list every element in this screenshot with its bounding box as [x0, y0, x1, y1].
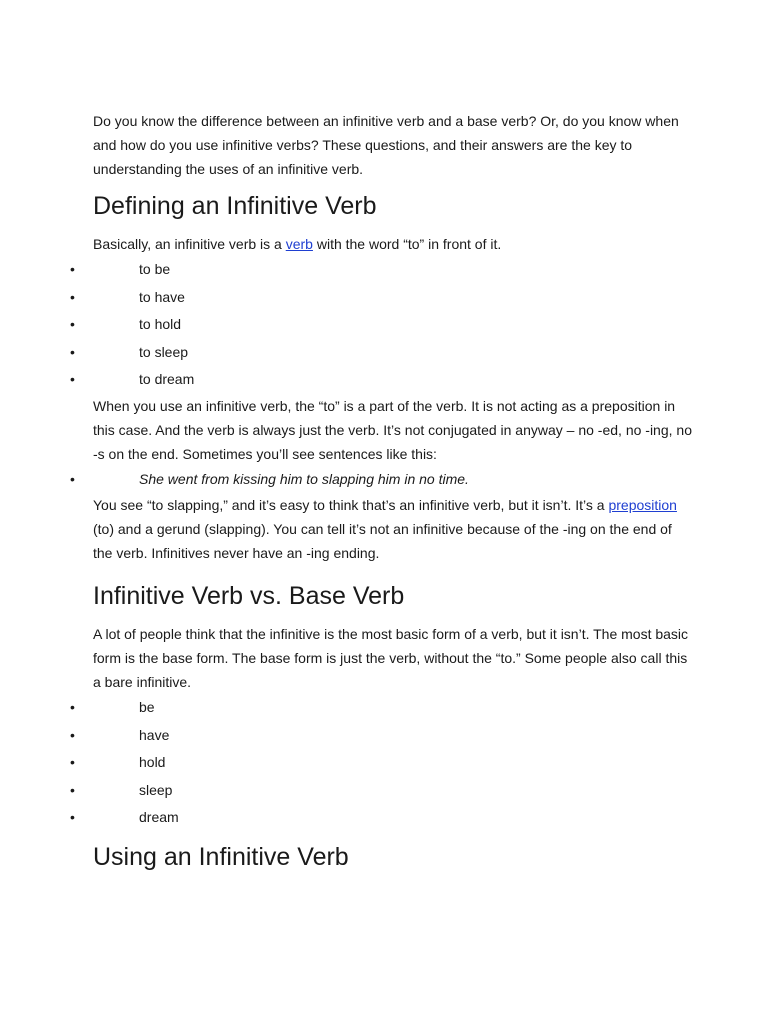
list-item-text: to hold [139, 316, 182, 332]
list-item [0, 694, 693, 722]
bullet-icon: • [70, 316, 75, 332]
example-sentence: She went from kissing him to slapping him in no time. [139, 470, 469, 487]
list-item-text: to be [139, 261, 171, 277]
list-item-text: hold [139, 754, 166, 770]
list-item [0, 777, 693, 805]
definition-text-start: Basically, an infinitive verb is a [93, 236, 286, 252]
list-item [0, 339, 693, 367]
usage-paragraph: When you use an infinitive verb, the “to” is a part of the verb. It is not acting as a preposition in this case. And the verb is always just the verb. It’s not conjugated in anyway – no -ed, no -ing, no -s on the end. Sometimes you’ll see sentences like this: [93, 397, 692, 462]
verb-link[interactable]: verb [285, 236, 313, 252]
intro-paragraph: Do you know the difference between an infinitive verb and a base verb? Or, do you know when and how do you use infinitive verbs? These questions, and their answers are the key to understanding the uses of an infinitive verb. [93, 113, 679, 177]
list-item [0, 284, 693, 312]
bullet-icon: • [70, 754, 75, 770]
list-item [0, 366, 693, 394]
infinitive-examples-list [0, 256, 693, 394]
list-item-text: to dream [139, 371, 195, 387]
list-item-text: have [139, 726, 170, 743]
base-examples-list [0, 694, 693, 832]
article-body [70, 109, 693, 874]
list-item-text: sleep [139, 781, 173, 798]
bullet-icon: • [70, 781, 75, 798]
gerund-text-start: You see “to slapping,” and it’s easy to think that’s an infinitive verb, but it isn’t. It’s a [93, 497, 609, 513]
list-item-text: to sleep [139, 343, 189, 360]
heading-using: Using an Infinitive Verb [93, 842, 349, 871]
example-sentence-list [0, 466, 693, 494]
list-item [0, 466, 693, 494]
list-item [0, 749, 693, 777]
bullet-icon: • [70, 726, 75, 743]
list-item-text: dream [139, 809, 179, 825]
bullet-icon: • [70, 261, 75, 277]
list-item [0, 804, 693, 832]
list-item-text: be [139, 699, 155, 715]
heading-defining: Defining an Infinitive Verb [93, 192, 377, 220]
bullet-icon: • [70, 699, 75, 715]
preposition-link[interactable]: preposition [608, 497, 677, 513]
bullet-icon: • [70, 371, 75, 387]
bullet-icon: • [70, 809, 75, 825]
heading-vs: Infinitive Verb vs. Base Verb [93, 582, 405, 610]
gerund-text-end: (to) and a gerund (slapping). You can tell it’s not an infinitive because of the -ing on the end of the verb. Infinitives never have an -ing ending. [93, 521, 672, 561]
base-form-paragraph: A lot of people think that the infinitive is the most basic form of a verb, but it isn’t. The most basic form is the base form. The base form is just the verb, without the “to.” Some people also call this a bare infinitive. [93, 626, 689, 690]
bullet-icon: • [70, 288, 75, 305]
bullet-icon: • [70, 343, 75, 360]
bullet-icon: • [70, 470, 75, 487]
list-item [0, 311, 693, 339]
definition-paragraph [93, 232, 693, 256]
definition-text-end: with the word “to” in front of it. [312, 236, 502, 252]
list-item [0, 722, 693, 750]
list-item [0, 256, 693, 284]
list-item-text: to have [139, 288, 185, 305]
gerund-paragraph [93, 493, 693, 565]
